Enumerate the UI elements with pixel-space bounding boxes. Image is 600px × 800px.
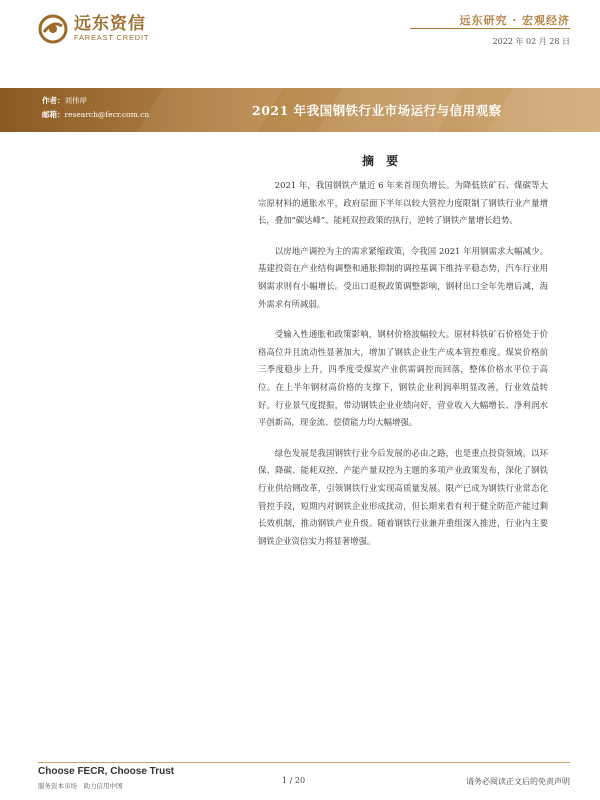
summary-paragraph: 绿色发展是我国钢铁行业今后发展的必由之路，也是重点投资领域。以环保、降碳、能耗双控、产能产量双控为主题的多项产业政策发布，深化了钢铁行业供给侧改革，引领钢铁行业实现高质量发展。限产已成为钢铁行业常态化管控手段，短期内对钢铁企业形成扰动，但长期来看有利于健全防范产能过剩长效机制，推动钢铁产业升级。随着钢铁行业兼并重组深入推进，行业内主要钢铁企业资信实力将显著增强。 xyxy=(258,447,548,546)
email-label: 邮箱： xyxy=(42,110,65,119)
author-info xyxy=(42,94,149,122)
company-logo xyxy=(38,14,149,44)
footer-slogan: Choose FECR, Choose Trust xyxy=(38,766,175,777)
page-number: 1 / 20 xyxy=(282,776,306,785)
fareast-logo-icon xyxy=(38,14,68,44)
summary-heading: 摘 要 xyxy=(362,154,403,168)
summary-body xyxy=(258,177,548,563)
footer-disclaimer: 请务必阅读正文后的免责声明 xyxy=(466,777,570,786)
summary-paragraph: 2021 年，我国钢铁产量近 6 年来首现负增长。为降低铁矿石、煤碳等大宗原材料的通胀水平，政府层面下半年以较大管控力度限制了钢铁行业产量增长，叠加“碳达峰”、能耗双控政策的执行，逆转了钢铁产量增长趋势。 xyxy=(258,180,548,226)
footer-divider xyxy=(38,762,570,763)
author-label: 作者： xyxy=(42,96,65,105)
author-name: 刘伟岸 xyxy=(64,96,87,105)
report-category: 远东研究 · 宏观经济 xyxy=(459,14,570,27)
title-banner xyxy=(0,88,600,132)
logo-english-name: FAREAST CREDIT xyxy=(74,33,150,42)
header-divider xyxy=(410,28,570,29)
report-date: 2022 年 02 月 28 日 xyxy=(492,37,570,46)
logo-chinese-name: 远东资信 xyxy=(74,14,146,34)
summary-paragraph: 以房地产调控为主的需求紧缩政策，令我国 2021 年用钢需求大幅减少。基建投资在产业结构调整和通胀抑制的调控基调下维持平稳态势，汽车行业用钢需求则有小幅增长。受出口退税政策调整影响，钢材出口全年先增后减，海外需求有所减弱。 xyxy=(258,245,548,309)
report-title: 2021 年我国钢铁行业市场运行与信用观察 xyxy=(252,103,502,118)
summary-paragraph: 受输入性通胀和政策影响，钢材价格波幅较大。原材料铁矿石价格处于价格高位并且流动性显著加大，增加了钢铁企业生产成本管控难度。煤炭价格前三季度稳步上升，四季度受煤炭产业供需调控而回落，整体价格水平位于高位。在上半年钢材高价格的支撑下，钢铁企业利润率明显改善，行业效益转好。行业景气度提振，带动钢铁企业业绩向好，营业收入大幅增长、净利润水平创新高，现金流、偿债能力均大幅增强。 xyxy=(258,329,548,428)
author-email[interactable]: research@fecr.com.cn xyxy=(64,110,150,119)
footer-subslogan: 服务资本市场 助力信用中国 xyxy=(38,782,123,790)
